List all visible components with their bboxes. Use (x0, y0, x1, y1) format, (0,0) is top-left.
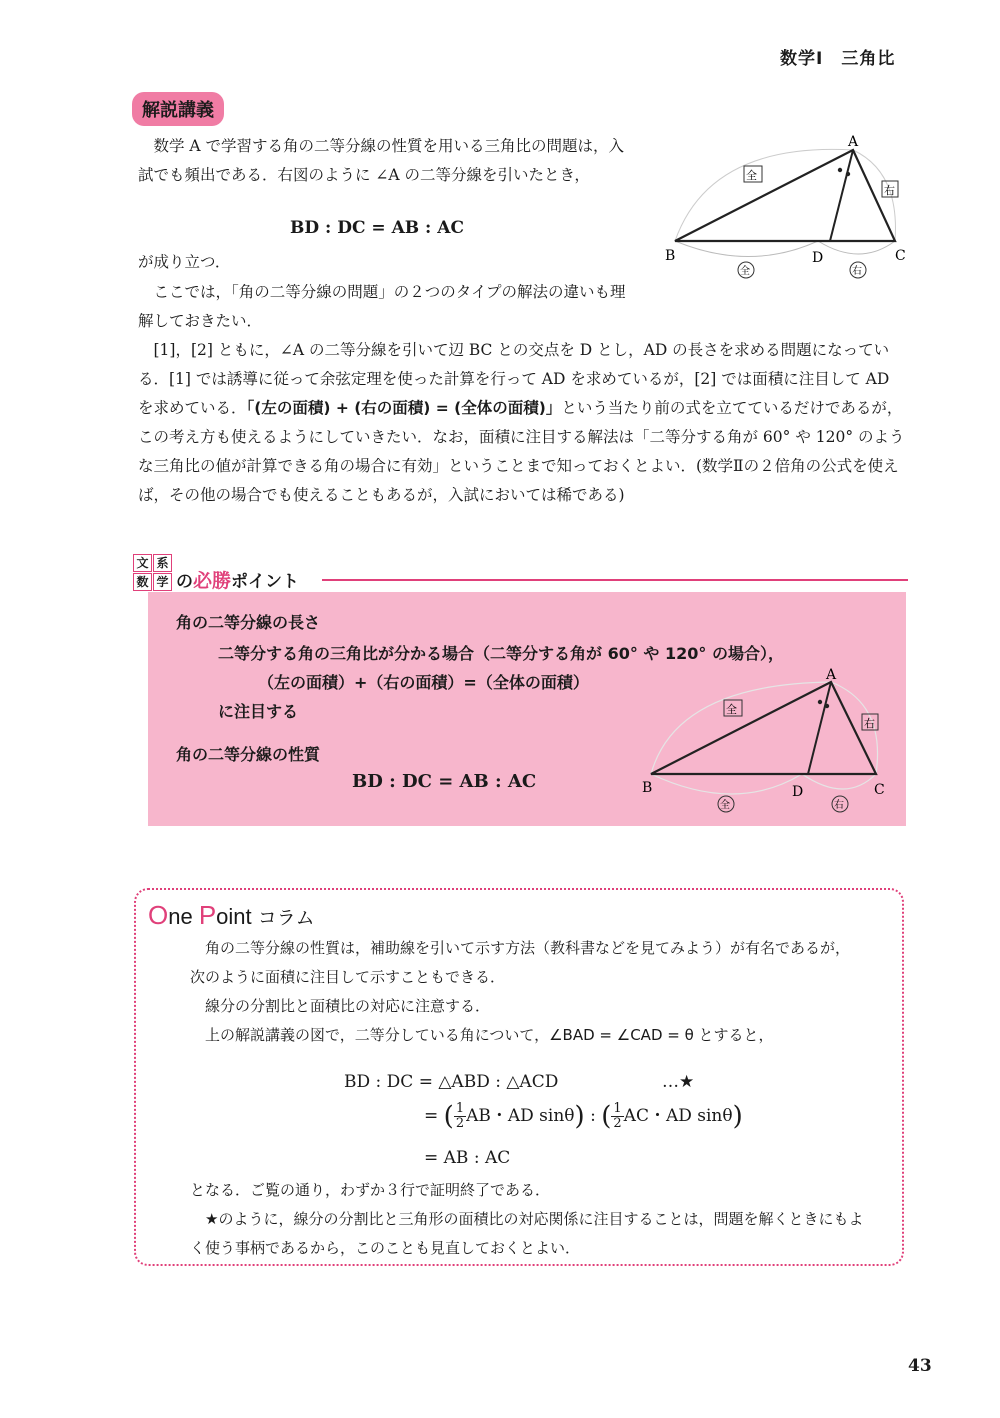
vertex-c: C (874, 782, 885, 798)
triangle-abc-point (651, 682, 876, 774)
triangle-diagram-point (636, 664, 904, 824)
math-term-a: AB・AD sinθ (466, 1106, 575, 1126)
lecture-p3-a: [1]，[2] ともに，∠A の二等分線を引いて辺 BC との交点を D とし，AD の長さを求める問題になっている．[1] では誘導に従って余弦定理を使った計算を行って AD を求めているが，[2] では面積に注目して AD を求めている． (138, 341, 890, 417)
lecture-paragraph-2: ここでは，「角の二等分線の問題」の２つのタイプの解法の違いも理解しておきたい． (138, 283, 626, 330)
onepoint-title-jp: コラム (257, 907, 315, 929)
math-line-1: BD : DC = △ABD : △ACD (344, 1072, 559, 1092)
vertex-d: D (812, 250, 824, 266)
point-line-2: （左の面積）+（右の面積）=（全体の面積） (258, 673, 589, 692)
triangle-abc (675, 150, 895, 241)
label-whole-base: 全 (740, 266, 750, 277)
lecture-paragraph-3 (138, 336, 908, 510)
onepoint-title (148, 900, 315, 931)
math-eq: = (424, 1106, 439, 1126)
label-whole-side: 全 (746, 169, 757, 182)
vertex-d: D (792, 784, 804, 800)
math-star-note: …★ (662, 1072, 695, 1092)
point-title-rest: ポイント (231, 572, 300, 592)
point-line-1: 二等分する角の三角比が分かる場合（二等分する角が 60° や 120° の場合）， (218, 644, 784, 663)
onepoint-text-4: となる．ご覧の通り，わずか３行で証明終了である． (190, 1181, 551, 1199)
bisector-ad-point (808, 682, 831, 774)
onepoint-title-ne: ne (168, 904, 199, 929)
point-title-no: の (176, 572, 193, 592)
onepoint-text-5: ★のように，線分の分割比と三角形の面積比の対応関係に注目することは，問題を解くときにもよく使う事柄であるから，このことも見直しておくとよい． (190, 1210, 864, 1257)
lecture-p3-bold: 「(左の面積) + (右の面積) = (全体の面積)」 (246, 399, 562, 417)
lecture-formula: BD : DC = AB : AC (290, 218, 464, 238)
onepoint-title-o: O (148, 900, 169, 930)
bisector-ad (830, 150, 853, 241)
section-label-lecture: 解説講義 (132, 92, 224, 126)
point-title-rule (322, 579, 908, 581)
angle-mark-2 (846, 172, 850, 176)
frac-denominator: 2 (613, 1116, 622, 1131)
label-whole-base: 全 (720, 800, 730, 811)
point-heading-2: 角の二等分線の性質 (176, 745, 321, 764)
lecture-paragraph-1: 数学 A で学習する角の二等分線の性質を用いる三角比の問題は，入試でも頻出である．右図のように ∠A の二等分線を引いたとき， (138, 137, 625, 184)
frac-denominator: 2 (455, 1116, 465, 1131)
vertex-b: B (642, 780, 653, 796)
label-right-side: 右 (884, 184, 895, 197)
point-line-4: BD : DC = AB : AC (352, 771, 537, 792)
point-heading-1: 角の二等分線の長さ (176, 613, 321, 632)
label-right-base: 右 (852, 266, 862, 277)
label-right-base: 右 (834, 800, 844, 811)
page-number: 43 (908, 1356, 932, 1376)
vertex-c: C (895, 248, 906, 264)
angle-mark-1 (838, 168, 842, 172)
lecture-paragraph-1-end: が成り立つ． (138, 253, 231, 271)
onepoint-text-2: 線分の分割比と面積比の対応に注意する． (205, 997, 491, 1015)
onepoint-title-oint: oint (216, 904, 258, 929)
label-right-side: 右 (864, 717, 875, 730)
onepoint-title-p: P (198, 900, 217, 930)
badge-char: 文 (133, 554, 152, 572)
vertex-a: A (826, 667, 837, 683)
onepoint-text-3: 上の解説講義の図で，二等分している角について，∠BAD = ∠CAD = θ とすると， (205, 1026, 774, 1044)
point-title-accent: 必勝 (193, 570, 232, 592)
frac-numerator: 1 (613, 1101, 622, 1116)
badge-char: 系 (153, 554, 172, 572)
triangle-diagram-top (650, 132, 920, 282)
onepoint-text-1: 角の二等分線の性質は，補助線を引いて示す方法（教科書などを見てみよう）が有名であるが，次のように面積に注目して示すこともできる． (190, 939, 851, 986)
arc-right-bottom (818, 241, 895, 254)
math-colon: : (590, 1106, 596, 1126)
badge-char: 数 (133, 573, 152, 591)
math-line-2: = ( $\frac{1}{2}$ AB・AD sinθ) : ( $\frac{1}{2}$ AC・AD sinθ) (424, 1101, 743, 1132)
math-term-b: AC・AD sinθ (623, 1106, 733, 1126)
math-line-3: = AB : AC (424, 1148, 511, 1168)
vertex-a: A (848, 134, 859, 150)
badge-char: 学 (153, 573, 172, 591)
vertex-b: B (665, 248, 676, 264)
point-line-3: に注目する (218, 702, 299, 721)
frac-numerator: 1 (455, 1101, 465, 1116)
lecture-p3-b: という当たり前の式を立てているだけであるが，この考え方も使えるようにしていきたい．なお，面積に注目する解法は「二等分する角が 60° や 120° のような三角比の値が計算できる角の場合に有効」ということまで知っておくとよい．(数学Ⅱの２倍角の公式を使えば，その他の場合でも使えることもあるが，入試においては稀である) (138, 399, 905, 504)
arc-left-bottom (675, 241, 818, 257)
point-title (176, 566, 299, 593)
label-whole-side: 全 (726, 703, 737, 716)
point-badge (133, 554, 172, 591)
page-header-title: 数学Ⅰ 三角比 (780, 49, 896, 69)
